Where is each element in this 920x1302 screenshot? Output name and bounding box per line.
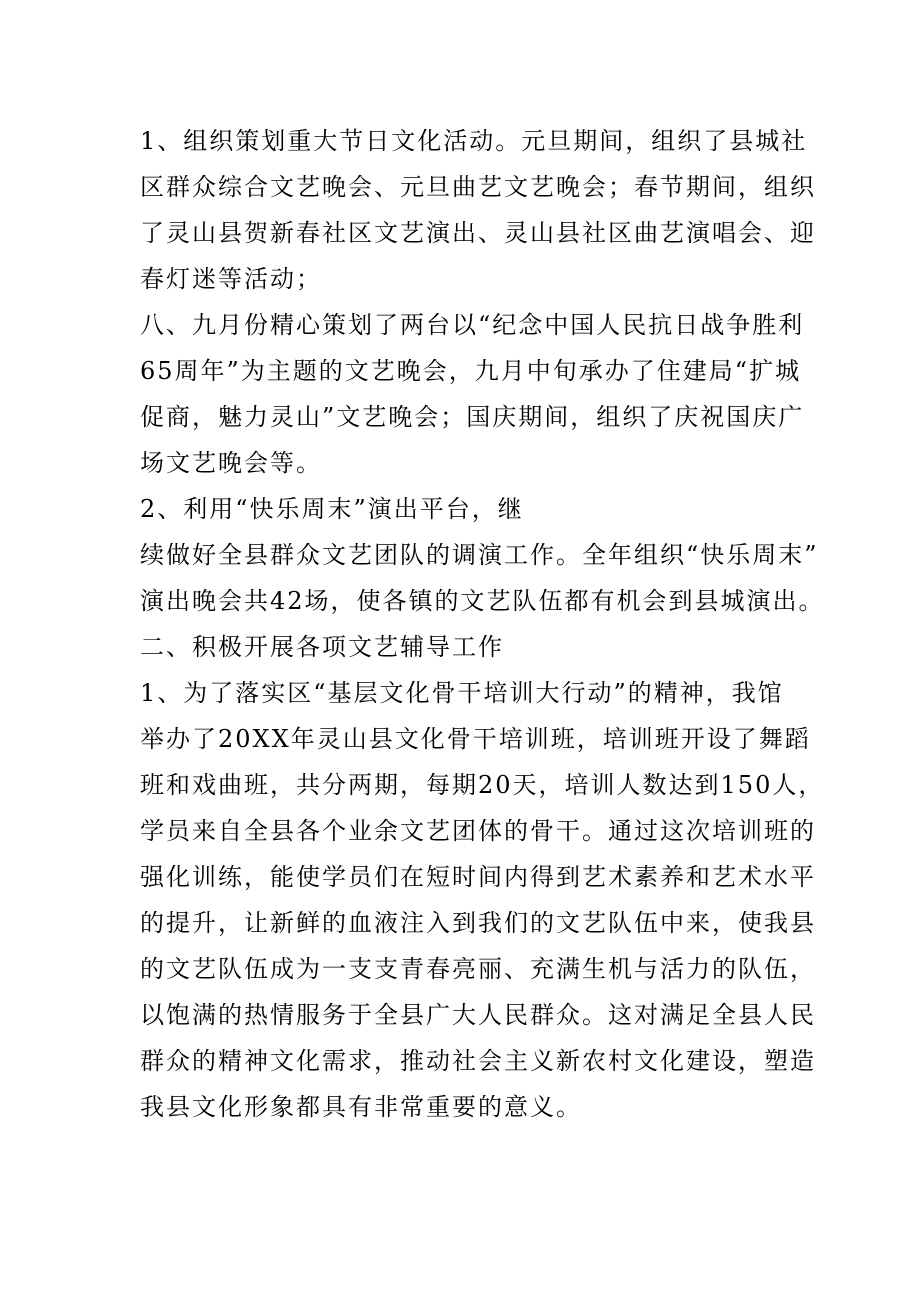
text-line: 学员来自全县各个业余文艺团体的骨干。通过这次培训班的 — [140, 817, 816, 845]
text-line: 促商，魅力灵山”文艺晚会；国庆期间，组织了庆祝国庆广 — [140, 403, 805, 431]
text-line: 我县文化形象都具有非常重要的意义。 — [140, 1093, 582, 1121]
text-line: 群众的精神文化需求，推动社会主义新农村文化建设，塑造 — [140, 1047, 816, 1075]
text-line: 以饱满的热情服务于全县广大人民群众。这对满足全县人民 — [140, 1001, 816, 1029]
text-line: 春灯迷等活动； — [140, 265, 322, 293]
text-line: 65周年”为主题的文艺晚会，九月中旬承办了住建局“扩城 — [140, 357, 802, 385]
text-line: 2、利用“快乐周末”演出平台，继 — [140, 495, 524, 523]
text-line: 八、九月份精心策划了两台以“纪念中国人民抗日战争胜利 — [140, 311, 805, 339]
document-body — [140, 118, 825, 1130]
text-line: 1、组织策划重大节日文化活动。元旦期间，组织了县城社 — [140, 127, 808, 155]
section-heading: 二、积极开展各项文艺辅导工作 — [140, 633, 504, 661]
text-line: 强化训练，能使学员们在短时间内得到艺术素养和艺术水平 — [140, 863, 816, 891]
text-line: 了灵山县贺新春社区文艺演出、灵山县社区曲艺演唱会、迎 — [140, 219, 816, 247]
text-line: 举办了20XX年灵山县文化骨干培训班，培训班开设了舞蹈 — [140, 725, 811, 753]
text-line: 区群众综合文艺晚会、元旦曲艺文艺晚会；春节期间，组织 — [140, 173, 816, 201]
text-line: 场文艺晚会等。 — [140, 449, 322, 477]
text-line: 演出晚会共42场，使各镇的文艺队伍都有机会到县城演出。 — [140, 587, 825, 615]
text-line: 的提升，让新鲜的血液注入到我们的文艺队伍中来，使我县 — [140, 909, 816, 937]
text-line: 班和戏曲班，共分两期，每期20天，培训人数达到150人， — [140, 771, 825, 799]
text-line: 1、为了落实区“基层文化骨干培训大行动”的精神，我馆 — [140, 679, 784, 707]
text-line: 的文艺队伍成为一支支青春亮丽、充满生机与活力的队伍， — [140, 955, 816, 983]
text-line: 续做好全县群众文艺团队的调演工作。全年组织“快乐周末” — [140, 541, 819, 569]
